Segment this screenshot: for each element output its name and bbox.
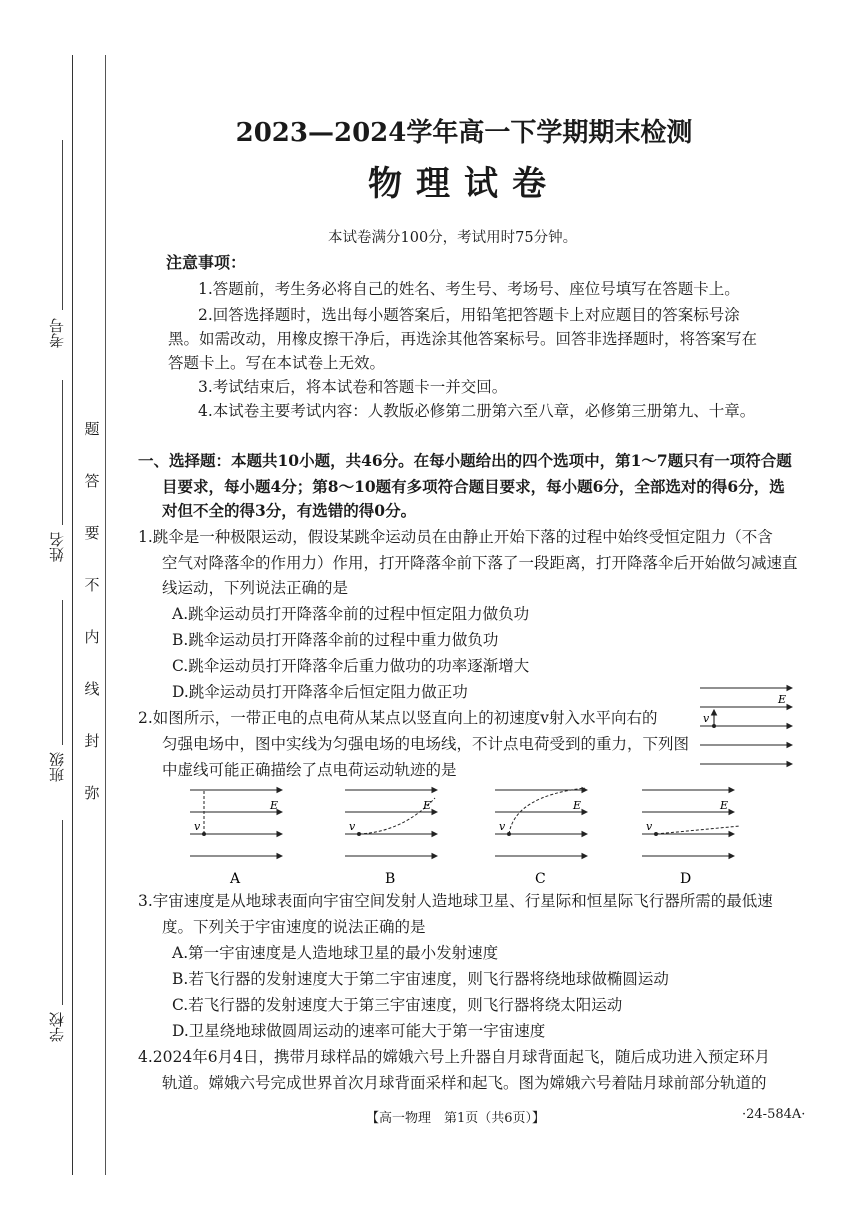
q3-option-c: C.若飞行器的发射速度大于第三宇宙速度，则飞行器将绕太阳运动 — [172, 996, 623, 1014]
q2-stem: 匀强电场中，图中实线为匀强电场的电场线，不计点电荷受到的重力，下列图 — [162, 735, 690, 753]
class-underline — [62, 600, 63, 745]
q2-option-d-label: D — [680, 871, 692, 887]
section1-line: 一、选择题：本题共10小题，共46分。在每小题给出的四个选项中，第1～7题只有一项符合题 — [138, 451, 792, 470]
notes-heading: 注意事项： — [166, 253, 247, 272]
q3-stem: 3.宇宙速度是从地球表面向宇宙空间发射人造地球卫星、行星际和恒星际飞行器所需的最低速 — [138, 892, 773, 910]
seal-char: 题 — [84, 420, 100, 438]
q1-stem: 线运动，下列说法正确的是 — [162, 579, 349, 597]
name-underline — [62, 380, 63, 525]
q2-main-e-label: E — [778, 693, 787, 706]
notes-line: 4.本试卷主要考试内容：人教版必修第二册第六至八章，必修第三册第九、十章。 — [198, 402, 756, 420]
q1-stem: 空气对降落伞的作用力）作用，打开降落伞前下落了一段距离，打开降落伞后开始做匀减速直 — [162, 554, 798, 572]
q2-options-figure — [188, 782, 758, 890]
q2-stem: 中虚线可能正确描绘了点电荷运动轨迹的是 — [162, 761, 457, 779]
q4-stem: 4.2024年6月4日，携带月球样品的嫦娥六号上升器自月球背面起飞，随后成功进入预定环月 — [138, 1048, 770, 1066]
school-underline — [62, 820, 63, 1005]
q3-stem: 度。下列关于宇宙速度的说法正确的是 — [162, 918, 426, 936]
q1-stem: 1.跳伞是一种极限运动，假设某跳伞运动员在由静止开始下落的过程中始终受恒定阻力（不含 — [138, 528, 773, 546]
svg-text:v: v — [194, 820, 201, 833]
notes-line: 2.回答选择题时，选出每小题答案后，用铅笔把答题卡上对应题目的答案标号涂 — [198, 306, 740, 324]
q2-option-c-figure — [495, 788, 587, 887]
q2-option-b-label: B — [385, 871, 396, 887]
q2-option-a-label: A — [230, 871, 241, 887]
paper-code: ·24-584A· — [742, 1107, 806, 1122]
exam-no-label: 考号 — [48, 318, 66, 348]
exam-info: 本试卷满分100分，考试用时75分钟。 — [328, 230, 578, 246]
svg-text:v: v — [646, 820, 653, 833]
school-label: 学校 — [48, 1012, 66, 1042]
notes-line: 黑。如需改动，用橡皮擦干净后，再选涂其他答案标号。回答非选择题时，将答案写在 — [168, 330, 758, 348]
svg-text:E: E — [720, 799, 729, 812]
q2-stem: 2.如图所示，一带正电的点电荷从某点以竖直向上的初速度v射入水平向右的 — [138, 709, 658, 727]
q1-option-b: B.跳伞运动员打开降落伞前的过程中重力做负功 — [172, 631, 499, 649]
seal-char: 要 — [84, 524, 100, 542]
seal-char: 弥 — [84, 784, 100, 802]
q2-main-v-label: v — [703, 712, 710, 725]
q1-option-a: A.跳伞运动员打开降落伞前的过程中恒定阻力做负功 — [172, 605, 530, 623]
q2-option-d-figure — [642, 790, 740, 887]
q2-option-b-figure — [345, 790, 437, 887]
q2-main-figure — [698, 682, 798, 772]
subject-title: 物理试卷 — [368, 164, 560, 204]
seal-char: 封 — [84, 732, 100, 750]
q3-option-b: B.若飞行器的发射速度大于第二宇宙速度，则飞行器将绕地球做椭圆运动 — [172, 970, 669, 988]
binding-line-outer — [72, 55, 73, 1175]
svg-text:v: v — [499, 820, 506, 833]
section1-line: 对但不全的得3分，有选错的得0分。 — [162, 501, 417, 520]
binding-line-inner — [105, 55, 106, 1175]
svg-text:E: E — [423, 799, 432, 812]
svg-text:E: E — [573, 799, 582, 812]
page-footer: 【高一物理 第1页（共6页）】 — [366, 1111, 546, 1126]
q3-option-a: A.第一宇宙速度是人造地球卫星的最小发射速度 — [172, 944, 499, 962]
notes-line: 1.答题前，考生务必将自己的姓名、考生号、考场号、座位号填写在答题卡上。 — [198, 280, 740, 298]
q4-stem: 轨道。嫦娥六号完成世界首次月球背面采样和起飞。图为嫦娥六号着陆月球前部分轨道的 — [162, 1074, 767, 1092]
q1-option-c: C.跳伞运动员打开降落伞后重力做功的功率逐渐增大 — [172, 657, 530, 675]
seal-char: 不 — [84, 576, 100, 594]
seal-char: 答 — [84, 472, 100, 490]
exam-title: 2023—2024学年高一下学期期末检测 — [235, 118, 693, 148]
svg-text:E: E — [270, 799, 279, 812]
q1-option-d: D.跳伞运动员打开降落伞后恒定阻力做正功 — [172, 683, 468, 701]
q2-option-c-label: C — [535, 871, 546, 887]
name-label: 姓名 — [48, 532, 66, 562]
q2-option-a-figure — [190, 790, 282, 887]
notes-line: 3.考试结束后，将本试卷和答题卡一并交回。 — [198, 378, 508, 396]
svg-text:v: v — [349, 820, 356, 833]
seal-char: 线 — [84, 680, 100, 698]
class-label: 班级 — [48, 752, 66, 782]
section1-line: 目要求，每小题4分；第8～10题有多项符合题目要求，每小题6分，全部选对的得6分，选 — [162, 477, 785, 496]
seal-char: 内 — [84, 628, 100, 646]
notes-line: 答题卡上。写在本试卷上无效。 — [168, 354, 386, 372]
q3-option-d: D.卫星绕地球做圆周运动的速率可能大于第一宇宙速度 — [172, 1022, 546, 1040]
